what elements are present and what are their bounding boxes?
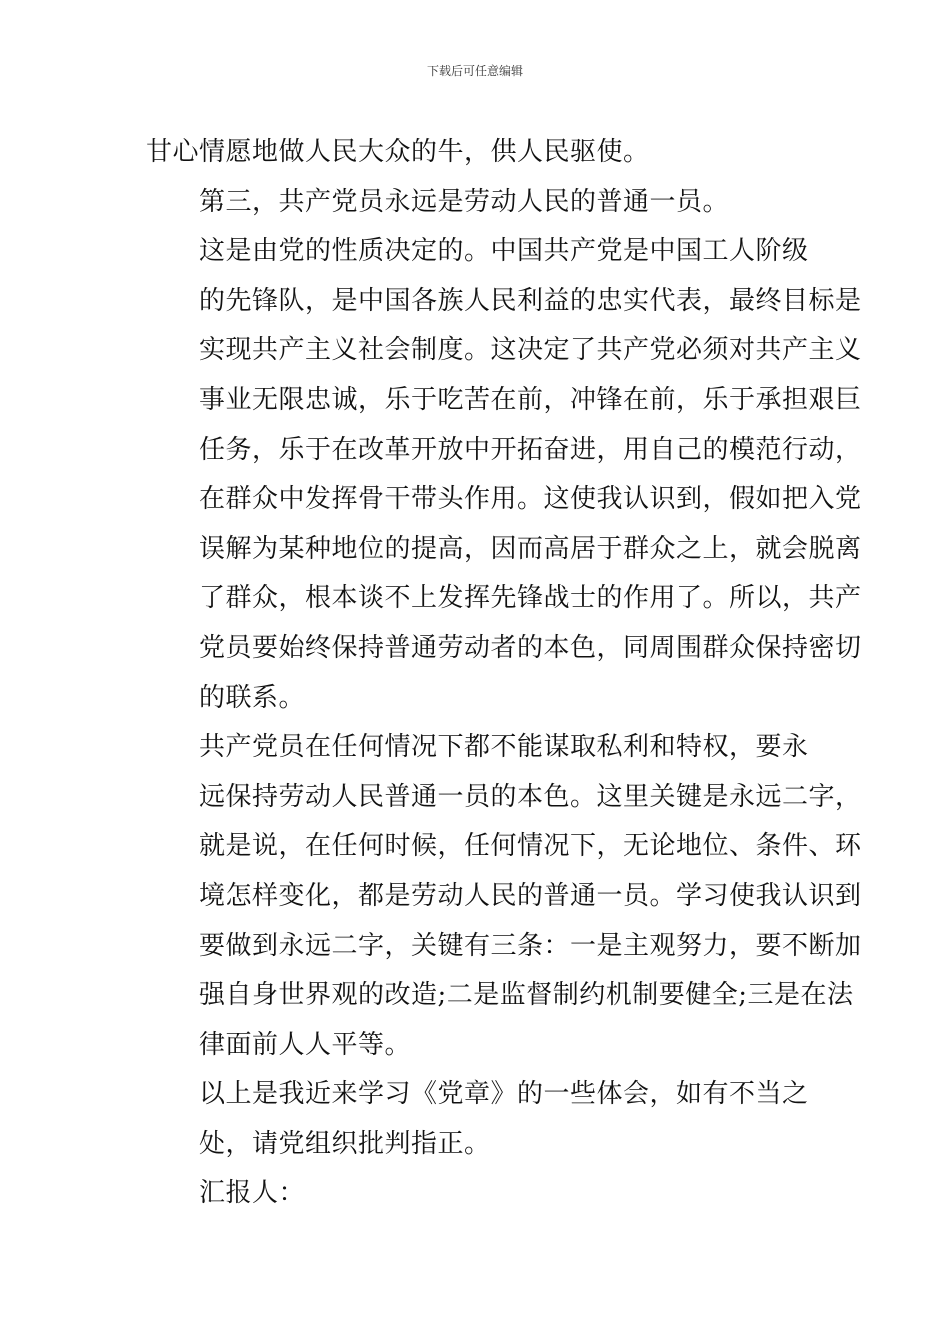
text-line: 共产党员在任何情况下都不能谋取私利和特权，要永: [199, 732, 809, 763]
text-line: 要做到永远二字，关键有三条：一是主观努力，要不断加: [199, 930, 862, 961]
text-line: 这是由党的性质决定的。中国共产党是中国工人阶级: [199, 236, 809, 267]
page-header-note: 下载后可任意编辑: [426, 64, 523, 78]
text-line: 的联系。: [199, 682, 306, 713]
text-line: 甘心情愿地做人民大众的牛，供人民驱使。: [146, 137, 650, 167]
text-line: 律面前人人平等。: [199, 1029, 412, 1060]
text-line: 强自身世界观的改造;二是监督制约机制要健全;三是在法: [199, 980, 854, 1011]
text-line: 就是说，在任何时候，任何情况下，无论地位、条件、环: [199, 831, 862, 862]
text-line: 第三，共产党员永远是劳动人民的普通一员。: [199, 186, 730, 217]
text-line: 以上是我近来学习《党章》的一些体会，如有不当之: [199, 1079, 809, 1110]
paragraph-4: [146, 723, 862, 1070]
document-body: [146, 128, 862, 1219]
reporter-signature-label: [146, 1169, 806, 1219]
text-line: 事业无限忠诚，乐于吃苦在前，冲锋在前，乐于承担艰巨: [199, 384, 862, 415]
text-line: 了群众，根本谈不上发挥先锋战士的作用了。所以，共产: [199, 583, 862, 614]
paragraph-2: [146, 178, 806, 228]
text-line: 的先锋队，是中国各族人民利益的忠实代表，最终目标是: [199, 285, 862, 316]
text-line: 境怎样变化，都是劳动人民的普通一员。学习使我认识到: [199, 880, 862, 911]
paragraph-1: [146, 128, 806, 178]
text-line: 任务，乐于在改革开放中开拓奋进，用自己的模范行动，: [199, 434, 862, 465]
text-line: 远保持劳动人民普通一员的本色。这里关键是永远二字，: [199, 781, 862, 812]
text-line: 在群众中发挥骨干带头作用。这使我认识到，假如把入党: [199, 484, 862, 515]
paragraph-3: [146, 227, 862, 723]
text-line: 党员要始终保持普通劳动者的本色，同周围群众保持密切: [199, 632, 862, 663]
text-line: 误解为某种地位的提高，因而高居于群众之上，就会脱离: [199, 533, 862, 564]
paragraph-5: [146, 1070, 809, 1169]
text-line: 实现共产主义社会制度。这决定了共产党必须对共产主义: [199, 335, 862, 366]
text-line: 处，请党组织批判指正。: [199, 1128, 491, 1159]
text-line: 汇报人：: [199, 1178, 306, 1209]
